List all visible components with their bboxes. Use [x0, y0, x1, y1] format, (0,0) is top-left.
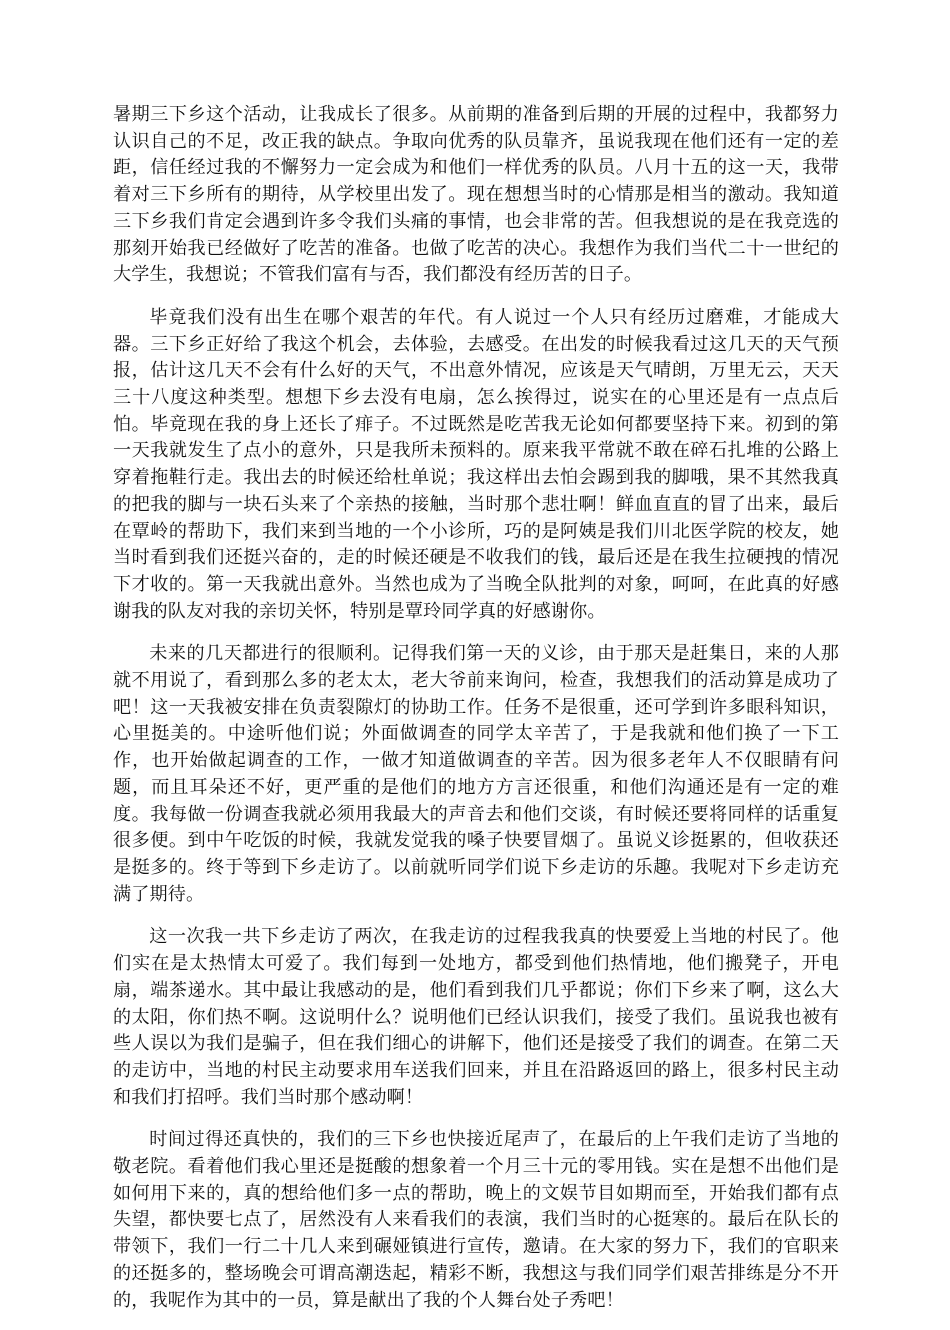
paragraph-1: 暑期三下乡这个活动，让我成长了很多。从前期的准备到后期的开展的过程中，我都努力认识自己的不足，改正我的缺点。争取向优秀的队员靠齐，虽说我现在他们还有一定的差距，信任经过我的不懈努力一定会成为和他们一样优秀的队员。八月十五的这一天，我带着对三下乡所有的期待，从学校里出发了。现在想想当时的心情那是相当的激动。我知道三下乡我们肯定会遇到许多令我们头痛的事情，也会非常的苦。但我想说的是在我竞选的那刻开始我已经做好了吃苦的准备。也做了吃苦的决心。我想作为我们当代二十一世纪的大学生，我想说；不管我们富有与否，我们都没有经历苦的日子。 [113, 104, 839, 286]
paragraph-2: 毕竟我们没有出生在哪个艰苦的年代。有人说过一个人只有经历过磨难，才能成大器。三下乡正好给了我这个机会，去体验，去感受。在出发的时候我看过这几天的天气预报，估计这几天不会有什么好的天气，不出意外情况，应该是天气晴朗，万里无云，天天三十八度这种类型。想想下乡去没有电扇，怎么挨得过，说实在的心里还是有一点点后怕。毕竟现在我的身上还长了痱子。不过既然是吃苦我无论如何都要坚持下来。初到的第一天我就发生了点小的意外，只是我所未预料的。原来我平常就不敢在碎石扎堆的公路上穿着拖鞋行走。我出去的时候还给杜单说；我这样出去怕会踢到我的脚哦，果不其然我真的把我的脚与一块石头来了个亲热的接触，当时那个悲壮啊！鲜血直直的冒了出来，最后在覃岭的帮助下，我们来到当地的一个小诊所，巧的是阿姨是我们川北医学院的校友，她当时看到我们还挺兴奋的，走的时候还硬是不收我们的钱，最后还是在我生拉硬拽的情况下才收的。第一天我就出意外。当然也成为了当晚全队批判的对象，呵呵，在此真的好感谢我的队友对我的亲切关怀，特别是覃玲同学真的好感谢你。 [113, 306, 839, 622]
paragraph-4: 这一次我一共下乡走访了两次，在我走访的过程我我真的快要爱上当地的村民了。他们实在是太热情太可爱了。我们每到一处地方，都受到他们热情地，他们搬凳子，开电扇，端茶递水。其中最让我感动的是，他们看到我们几乎都说；你们下乡来了啊，这么大的太阳，你们热不啊。这说明什么？说明他们已经认识我们，接受了我们。虽说我也被有些人误以为我们是骗子，但在我们细心的讲解下，他们还是接受了我们的调查。在第二天的走访中，当地的村民主动要求用车送我们回来，并且在沿路返回的路上，很多村民主动和我们打招呼。我们当时那个感动啊！ [113, 926, 839, 1108]
paragraph-5: 时间过得还真快的，我们的三下乡也快接近尾声了，在最后的上午我们走访了当地的敬老院。看着他们我心里还是挺酸的想象着一个月三十元的零用钱。实在是想不出他们是如何用下来的，真的想给他们多一点的帮助，晚上的文娱节目如期而至，开始我们都有点失望，都快要七点了，居然没有人来看我们的表演，我们当时的心挺寒的。最后在队长的带领下，我们一行二十几人来到碾娅镇进行宣传，邀请。在大家的努力下，我们的官职来的还挺多的，整场晚会可谓高潮迭起，精彩不断，我想这与我们同学们艰苦排练是分不开的，我呢作为其中的一员，算是献出了我的个人舞台处子秀吧！ [113, 1129, 839, 1311]
paragraph-3: 未来的几天都进行的很顺利。记得我们第一天的义诊，由于那天是赶集日，来的人那就不用说了，看到那么多的老太太，老大爷前来询问，检查，我想我们的活动算是成功了吧！这一天我被安排在负责裂隙灯的协助工作。任务不是很重，还可学到许多眼科知识，心里挺美的。中途听他们说；外面做调查的同学太辛苦了，于是我就和他们换了一下工作，也开始做起调查的工作，一做才知道做调查的辛苦。因为很多老年人不仅眼睛有问题，而且耳朵还不好，更严重的是他们的地方方言还很重，和他们沟通还是有一定的难度。我每做一份调查我就必须用我最大的声音去和他们交谈，有时候还要将同样的话重复很多便。到中午吃饭的时候，我就发觉我的嗓子快要冒烟了。虽说义诊挺累的，但收获还是挺多的。终于等到下乡走访了。以前就听同学们说下乡走访的乐趣。我呢对下乡走访充满了期待。 [113, 643, 839, 905]
document-page [113, 102, 839, 1330]
